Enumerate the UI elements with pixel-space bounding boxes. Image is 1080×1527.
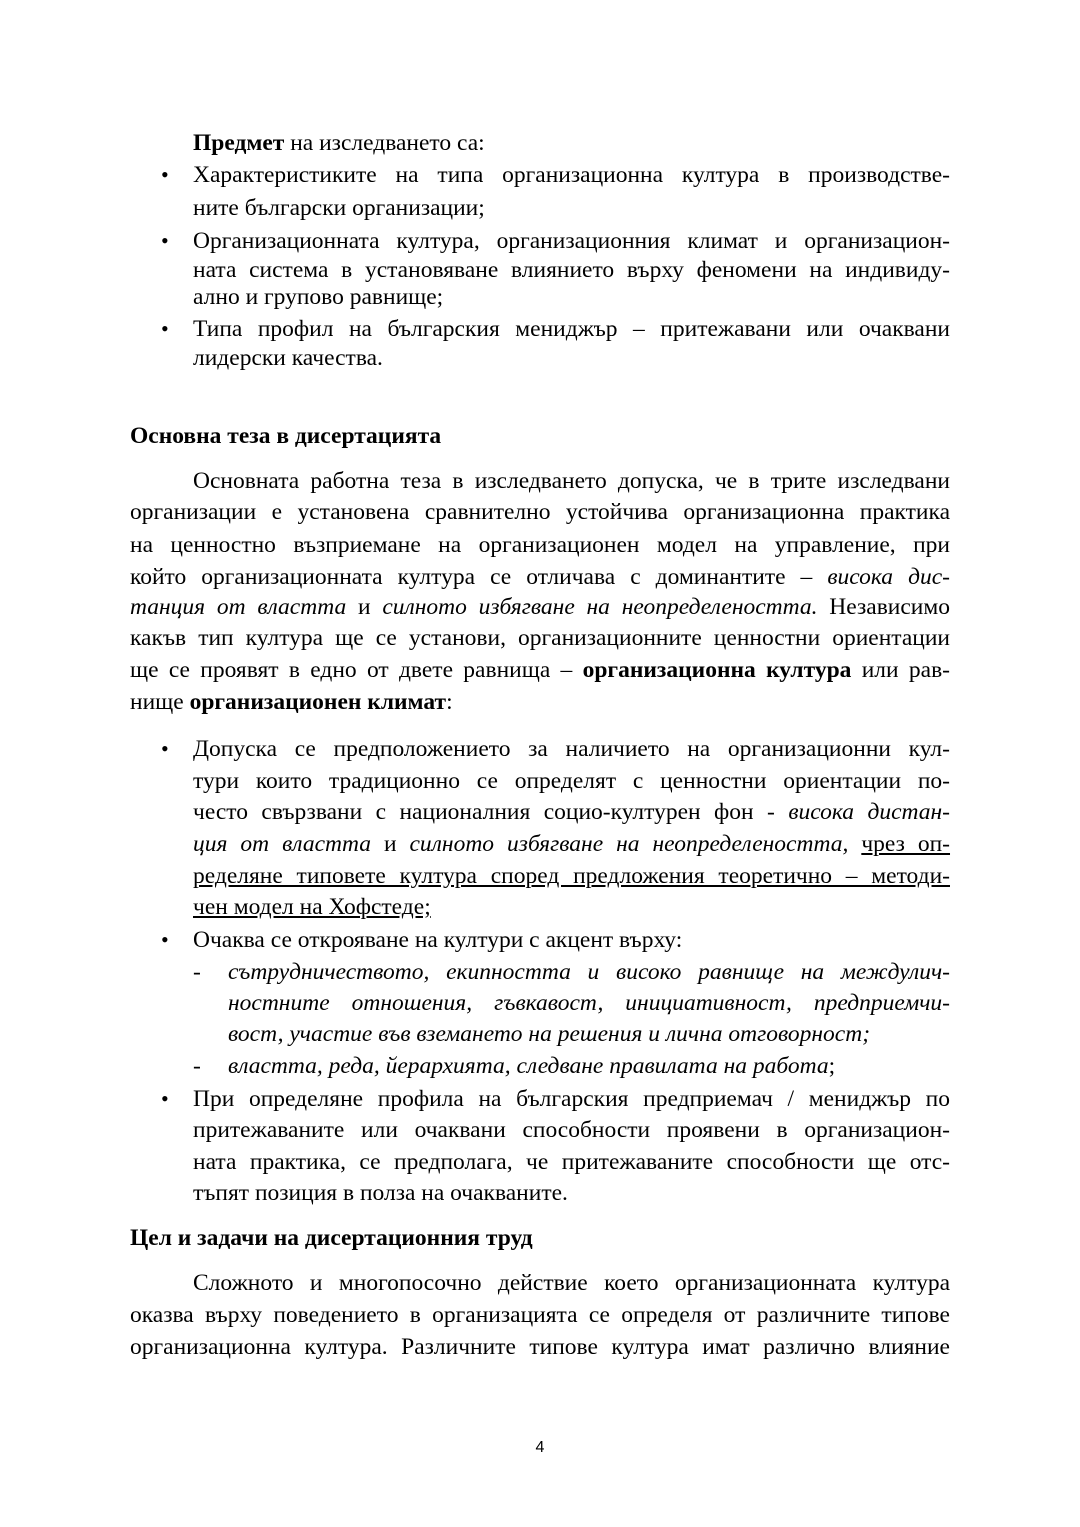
goals-line-1: Сложното и многопосочно действие което организационната култура xyxy=(193,1270,950,1296)
goals-heading: Цел и задачи на дисертационния труд xyxy=(130,1225,533,1251)
thesis-line-3: на ценностно възприемане на организационен модел на управление, при xyxy=(130,532,950,558)
thesis-line-6: какъв тип култура ще се установи, организационните ценностни ориентации xyxy=(130,625,950,651)
thesis-bullet-1-line-6-underline: чен модел на Хофстеде; xyxy=(193,894,431,920)
thesis-bullet-1-line-1: Допуска се предположението за наличието на организационни кул- xyxy=(193,736,950,762)
thesis-dash-1-line-3-italic: вост, участие във вземането на решения и лична отговорност; xyxy=(228,1021,871,1047)
thesis-bullet-1-line-4-and: и xyxy=(370,831,410,857)
bullet-marker: • xyxy=(161,316,169,341)
goals-line-2: оказва върху поведението в организацията се определя от различните типове xyxy=(130,1302,950,1328)
page-number: 4 xyxy=(535,1439,545,1456)
thesis-line-5 xyxy=(130,592,950,622)
subject-bullet-3-line-1: Типа профил на българския мениджър – притежавани или очаквани xyxy=(193,316,950,342)
thesis-bullet-1-line-4-italic-b: силното избягване на неопределеността, xyxy=(409,831,849,857)
thesis-line-8 xyxy=(130,687,950,717)
thesis-line-5-italic-b: силното избягване на неопределеността. xyxy=(382,594,818,620)
thesis-line-5-and: и xyxy=(346,594,383,620)
thesis-bullet-2-line-1: Очаква се открояване на култури с акцент върху: xyxy=(193,927,683,953)
thesis-line-2: организации е установена сравнително устойчива организационна практика xyxy=(130,499,950,525)
bullet-marker: • xyxy=(161,927,169,952)
subject-lead-rest: на изследването са: xyxy=(284,130,485,156)
thesis-dash-2-italic: властта, реда, йерархията, следване правилата на работа xyxy=(228,1053,829,1079)
subject-bullet-3-line-2: лидерски качества. xyxy=(193,345,383,371)
thesis-bullet-3-line-3: ната практика, се предполага, че притежаваните способности ще отс- xyxy=(193,1149,950,1175)
thesis-line-7-end: или рав- xyxy=(851,657,951,683)
thesis-bullet-1-line-3-text: често свързвани с националния социо-културен фон - xyxy=(193,799,789,825)
thesis-dash-1-line-1-italic: сътрудничеството, екипността и високо равнище на междулич- xyxy=(228,959,950,985)
thesis-line-4 xyxy=(130,562,950,592)
thesis-line-8-bold: организационен климат xyxy=(189,689,447,715)
thesis-line-7-bold: организационна култура xyxy=(582,657,852,683)
thesis-line-5-italic-a: танция от властта xyxy=(130,594,347,620)
thesis-dash-1-line-1 xyxy=(228,957,950,987)
thesis-line-1: Основната работна теза в изследването допуска, че в трите изследвани xyxy=(193,468,950,494)
thesis-line-8-end: : xyxy=(446,689,453,715)
thesis-line-8-text: нище xyxy=(130,689,190,715)
thesis-bullet-1-line-4-space xyxy=(848,831,861,857)
thesis-bullet-3-line-4: тъпят позиция в полза на очакваните. xyxy=(193,1180,568,1206)
thesis-line-7 xyxy=(130,655,950,685)
thesis-dash-2-end: ; xyxy=(828,1053,836,1079)
thesis-line-4-text: който организационната култура се отличава с доминантите – xyxy=(130,564,828,590)
thesis-bullet-1-line-2: тури които традиционно се определят с ценностни ориентации по- xyxy=(193,768,950,794)
subject-intro xyxy=(193,128,950,158)
thesis-heading: Основна теза в дисертацията xyxy=(130,423,442,449)
subject-bullet-1-line-1: Характеристиките на типа организационна култура в производстве- xyxy=(193,162,950,188)
thesis-bullet-1-line-3-italic: висока дистан- xyxy=(788,799,951,825)
bullet-marker: • xyxy=(161,162,169,187)
thesis-bullet-1-line-5 xyxy=(193,861,950,891)
thesis-bullet-3-line-2: притежаваните или очаквани способности проявени в организацион- xyxy=(193,1117,950,1143)
thesis-bullet-1-line-4 xyxy=(193,829,950,859)
subject-bullet-1-line-2: ните български организации; xyxy=(193,195,485,221)
thesis-line-4-italic: висока дис- xyxy=(827,564,950,590)
subject-bullet-2-line-1: Организационната култура, организационния климат и организацион- xyxy=(193,228,950,254)
thesis-bullet-1-line-4-italic-a: ция от властта xyxy=(193,831,371,857)
thesis-bullet-3-line-1: При определяне профила на българския предприемач / мениджър по xyxy=(193,1086,950,1112)
bullet-marker: • xyxy=(161,1086,169,1111)
bullet-marker: • xyxy=(161,736,169,761)
thesis-bullet-1-line-6 xyxy=(193,892,950,922)
thesis-dash-1-line-2 xyxy=(228,988,950,1018)
thesis-line-5-text: Независимо xyxy=(817,594,951,620)
subject-bullet-2-line-3: ално и групово равнище; xyxy=(193,284,444,310)
thesis-dash-1-line-3 xyxy=(228,1019,950,1049)
thesis-bullet-1-line-3 xyxy=(193,797,950,827)
bullet-marker: • xyxy=(161,228,169,253)
thesis-bullet-1-line-4-underline: чрез оп- xyxy=(861,831,951,857)
thesis-dash-2-line-1 xyxy=(228,1051,950,1081)
subject-bullet-2-line-2: ната система в установяване влиянието върху феномени на индивиду- xyxy=(193,257,950,283)
thesis-line-7-text: ще се проявят в едно от двете равнища – xyxy=(130,657,583,683)
dash-marker: - xyxy=(193,959,201,985)
subject-lead-bold: Предмет xyxy=(193,130,285,156)
thesis-dash-1-line-2-italic: ностните отношения, гъвкавост, инициативност, предприемчи- xyxy=(228,990,950,1016)
goals-line-3: организационна култура. Различните типове култура имат различно влияние xyxy=(130,1334,950,1360)
thesis-bullet-1-line-5-underline: ределяне типовете култура според предложения теоретично – методи- xyxy=(193,863,950,889)
dash-marker: - xyxy=(193,1053,201,1079)
